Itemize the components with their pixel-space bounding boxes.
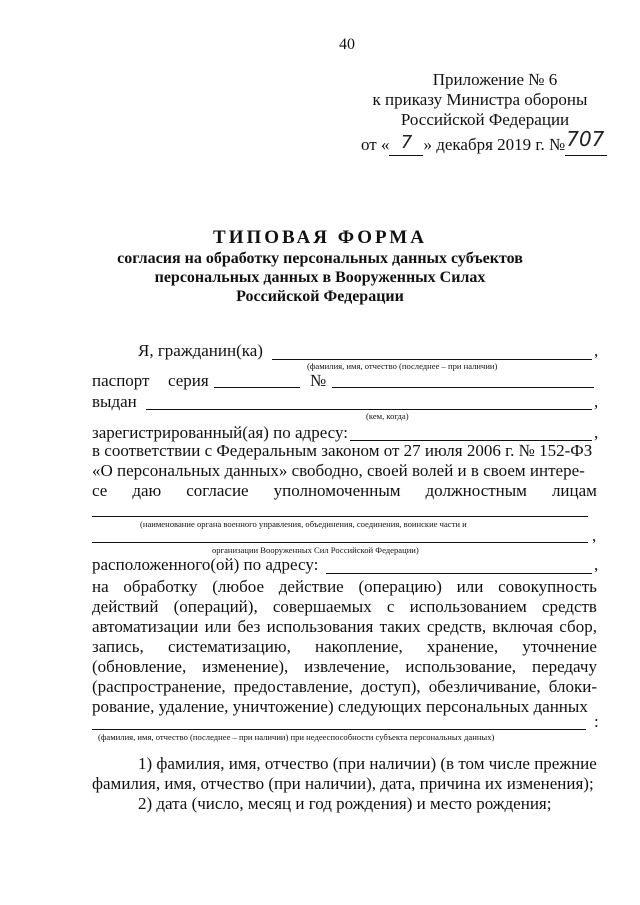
word: накопление, <box>315 637 403 656</box>
passport-series-field[interactable] <box>214 387 300 388</box>
order-number-field <box>565 127 607 156</box>
processing-line-1 <box>92 577 597 597</box>
word: (распространение, <box>92 677 226 696</box>
word: или <box>204 617 232 636</box>
form-subtitle-line2: персональных данных в Вооруженных Силах <box>154 269 486 286</box>
word: согласие <box>186 481 249 500</box>
word: автоматизации <box>92 617 199 636</box>
word: (обновление, <box>92 657 187 676</box>
word: (операцию) <box>358 577 442 596</box>
word: систематизацию, <box>167 637 291 656</box>
word: средств, <box>426 617 487 636</box>
word: без <box>237 617 261 636</box>
word: передачу <box>531 657 597 676</box>
comma: , <box>594 555 599 574</box>
word: се <box>92 481 108 500</box>
law-line-1: в соответствии с Федеральным законом от 27 июля 2006 г. № 152-ФЗ <box>92 441 593 460</box>
comma: , <box>594 392 599 411</box>
registered-label: зарегистрированный(ая) по адресу: <box>92 423 348 442</box>
hint-fio: (фамилия, имя, отчество (последнее – при наличии) <box>307 361 498 371</box>
processing-line-2 <box>92 597 597 617</box>
processing-line-5 <box>92 657 597 677</box>
item-1-line-2: фамилия, имя, отчество (при наличии), дата, причина их изменения); <box>92 774 594 793</box>
comma: , <box>594 341 599 360</box>
appendix-order-ref: к приказу Министра обороны <box>372 90 588 109</box>
word: (операций), <box>173 597 258 616</box>
organization-field-2[interactable] <box>92 542 588 543</box>
word: обработку <box>123 577 198 596</box>
word: совершаемых <box>272 597 372 616</box>
word: или <box>456 577 484 596</box>
word: даю <box>132 481 162 500</box>
word: уполномоченным <box>273 481 401 500</box>
word: использованием <box>409 597 527 616</box>
word: хранение, <box>426 637 499 656</box>
word: изменение), <box>202 657 289 676</box>
word: включая <box>492 617 554 636</box>
processing-line-4 <box>92 637 597 657</box>
comma: , <box>594 423 599 442</box>
word: использования <box>266 617 374 636</box>
word: должностным <box>425 481 527 500</box>
order-day-handwritten: 7 <box>400 132 413 153</box>
processing-line-6 <box>92 677 597 697</box>
word: использование, <box>405 657 517 676</box>
personal-data-subject-field[interactable] <box>92 729 586 730</box>
form-subtitle-line1: согласия на обработку персональных данных субъектов <box>117 250 523 267</box>
organization-field-1[interactable] <box>92 516 588 517</box>
passport-number-field[interactable] <box>332 387 594 388</box>
word: доступ), <box>360 677 421 696</box>
word: запись, <box>92 637 144 656</box>
word: сбор, <box>559 617 597 636</box>
word: таких <box>379 617 421 636</box>
law-line-2: «О персональных данных» свободно, своей волей и в своем интере- <box>92 461 585 480</box>
word: действий <box>92 597 159 616</box>
word: с <box>386 597 395 616</box>
located-address-field[interactable] <box>326 573 592 574</box>
citizen-name-field[interactable] <box>272 359 592 360</box>
hint-organization-1: (наименование органа военного управления, объединения, соединения, воинские части и <box>140 519 467 529</box>
word: извлечение, <box>304 657 390 676</box>
comma: , <box>592 526 597 545</box>
item-1-line-1: 1) фамилия, имя, отчество (при наличии) (в том числе прежние <box>138 754 597 773</box>
word: на <box>92 577 109 596</box>
word: лицам <box>551 481 597 500</box>
word: предоставление, <box>233 677 353 696</box>
passport-label: паспорт <box>92 371 150 390</box>
form-title: ТИПОВАЯ ФОРМА <box>213 227 427 248</box>
word: средств <box>541 597 597 616</box>
page-number: 40 <box>339 36 355 53</box>
order-date-suffix: » декабря 2019 г. № <box>423 135 566 154</box>
order-number-handwritten: 707 <box>566 127 605 151</box>
colon: : <box>594 712 599 731</box>
citizen-label: Я, гражданин(ка) <box>138 341 263 360</box>
appendix-number: Приложение № 6 <box>432 70 558 89</box>
hint-issued: (кем, когда) <box>366 411 409 421</box>
order-date-prefix: от « <box>361 135 390 154</box>
issued-label: выдан <box>92 392 137 411</box>
issued-by-field[interactable] <box>146 409 592 410</box>
word: блоки- <box>548 677 597 696</box>
hint-organization-2: организации Вооруженных Сил Российской Федерации) <box>212 545 419 555</box>
order-date <box>361 127 607 156</box>
located-label: расположенного(ой) по адресу: <box>92 555 319 574</box>
appendix-country: Российской Федерации <box>400 110 570 129</box>
processing-line-7: рование, удаление, уничтожение) следующих персональных данных <box>92 697 588 716</box>
number-label: № <box>310 371 327 390</box>
word: обезличивание, <box>428 677 541 696</box>
word: действие <box>278 577 344 596</box>
word: совокупность <box>498 577 597 596</box>
word: уточнение <box>522 637 597 656</box>
hint-incapacity: (фамилия, имя, отчество (последнее – при наличии) при недееспособности субъекта персональных данных) <box>98 732 495 742</box>
law-line-3 <box>92 481 597 501</box>
item-2: 2) дата (число, месяц и год рождения) и место рождения; <box>138 794 552 813</box>
form-subtitle-line3: Российской Федерации <box>236 288 404 305</box>
order-day-field <box>389 134 423 156</box>
word: (любое <box>212 577 265 596</box>
processing-line-3 <box>92 617 597 637</box>
series-label: серия <box>168 371 209 390</box>
